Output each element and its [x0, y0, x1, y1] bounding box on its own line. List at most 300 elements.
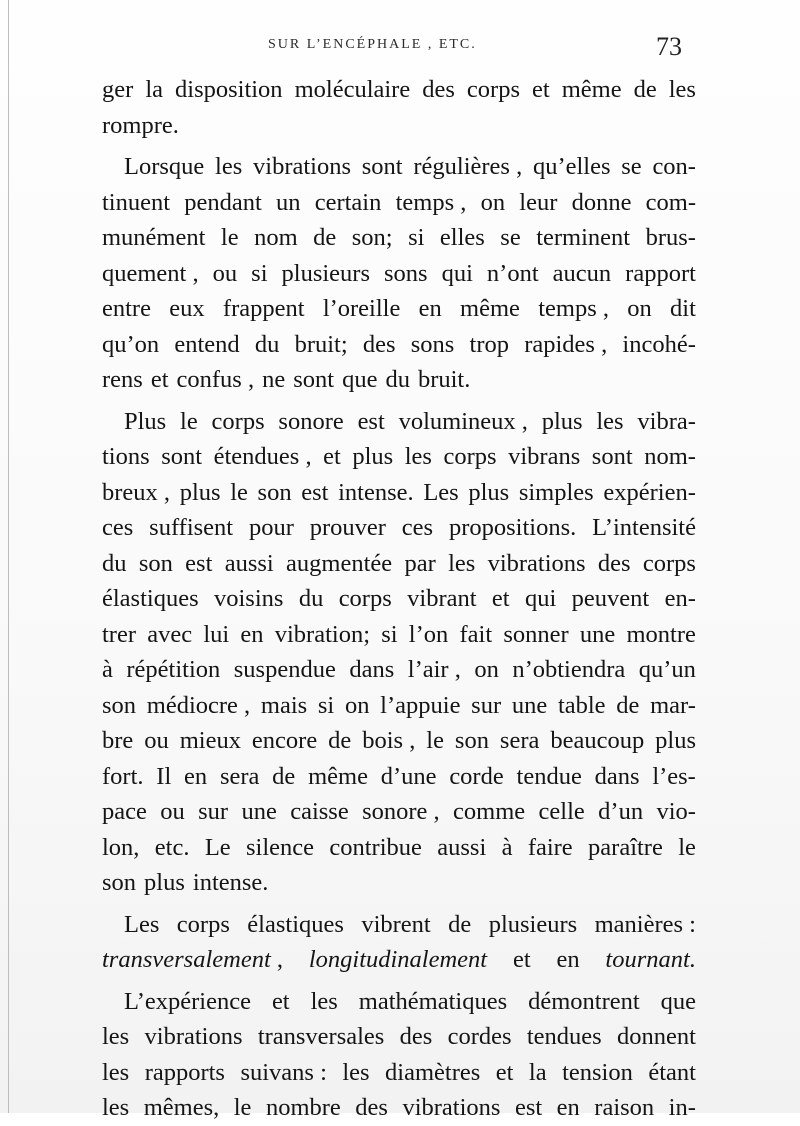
- text-line: [102, 984, 696, 1020]
- word-text: à: [501, 833, 513, 861]
- word: [670, 291, 696, 327]
- word-text: ,: [448, 656, 461, 683]
- word: [652, 759, 696, 795]
- word-text: mathématiques: [358, 987, 508, 1015]
- text-line: [102, 149, 696, 185]
- word: [345, 688, 370, 724]
- word: [616, 688, 639, 724]
- text-line: [102, 291, 696, 327]
- word: [595, 907, 696, 943]
- word-text: dans: [594, 762, 640, 790]
- word: [230, 475, 248, 511]
- word: [363, 327, 396, 363]
- word-text: sur: [471, 691, 502, 719]
- word: [251, 256, 267, 292]
- word: [669, 1090, 696, 1126]
- word-text: sons: [410, 330, 455, 358]
- word-text: intense.: [192, 869, 269, 896]
- word: [580, 617, 615, 653]
- word: [407, 581, 476, 617]
- text-line: [102, 475, 696, 511]
- word-text: de: [616, 691, 640, 719]
- word-text: suivans: [240, 1058, 314, 1086]
- word: [396, 185, 467, 221]
- word: [500, 723, 539, 759]
- word-text: en: [556, 1094, 580, 1121]
- word-text: corps: [443, 443, 497, 470]
- word-text: son: [102, 869, 137, 896]
- word-text: contribue: [329, 833, 422, 861]
- word-text: certain: [314, 188, 382, 216]
- word: [286, 546, 392, 582]
- word-text: celle: [538, 798, 585, 825]
- word-text: son: [102, 691, 137, 719]
- word: [553, 256, 612, 292]
- word-text: munément: [102, 224, 206, 251]
- word-text: caisse: [290, 798, 349, 825]
- word: [627, 291, 652, 327]
- word: [254, 220, 298, 256]
- word-text: expérien-: [603, 478, 696, 506]
- word: [214, 439, 312, 475]
- word: [517, 759, 582, 795]
- word-text: mar-: [650, 691, 696, 719]
- word: [528, 984, 640, 1020]
- text-line: [102, 362, 696, 398]
- word-text: et: [323, 443, 341, 470]
- word: [603, 475, 696, 511]
- word-text: médiocre: [146, 691, 238, 719]
- word-text: mais: [260, 691, 308, 719]
- word: [408, 220, 424, 256]
- word-text: donne: [571, 188, 632, 216]
- word: [240, 1055, 326, 1091]
- word: [247, 907, 344, 943]
- word-text: peuvent: [571, 585, 650, 612]
- word-text: ces: [401, 514, 434, 541]
- word: [418, 362, 470, 398]
- word: [124, 907, 159, 943]
- word-text: encore: [251, 727, 318, 754]
- word-text: de: [272, 762, 296, 790]
- word-text: les: [448, 549, 476, 577]
- word: [644, 439, 696, 475]
- word: [408, 652, 461, 688]
- word-text: pace: [102, 798, 147, 825]
- word: [272, 984, 290, 1020]
- word-text: une: [511, 691, 548, 719]
- word-text: aussi: [224, 549, 274, 577]
- word-text: L’intensité: [592, 514, 696, 541]
- word-text: vibrations: [144, 1023, 243, 1050]
- text-line: [102, 794, 696, 830]
- word-text: corps: [466, 76, 520, 103]
- word-text: corde: [449, 762, 504, 790]
- word-text: longitudinalement: [308, 946, 488, 973]
- word: [258, 1019, 385, 1055]
- word: [474, 652, 499, 688]
- word: [512, 688, 547, 724]
- word-text: des: [597, 549, 631, 577]
- word: [622, 327, 695, 363]
- word: [318, 688, 334, 724]
- word-text: sont: [361, 153, 403, 180]
- word-text: tournant.: [605, 946, 696, 973]
- word: [313, 220, 336, 256]
- word-text: ou: [160, 798, 185, 825]
- word: [185, 546, 212, 582]
- word-text: plus: [468, 478, 510, 506]
- word-text: temps: [538, 295, 597, 322]
- body-text: [102, 72, 696, 1126]
- word: [102, 439, 150, 475]
- word: [487, 256, 539, 292]
- running-head: SUR L’ENCÉPHALE , ETC.: [268, 37, 477, 52]
- word: [572, 185, 632, 221]
- word: [588, 830, 663, 866]
- word-text: aussi: [437, 833, 487, 861]
- word-text: bre: [102, 727, 134, 754]
- word: [556, 942, 579, 978]
- word: [102, 108, 179, 144]
- word: [301, 475, 328, 511]
- word-text: du: [102, 549, 127, 577]
- word: [180, 723, 241, 759]
- word-text: vibrant: [407, 585, 477, 612]
- word-text: la: [528, 1058, 547, 1086]
- word: [145, 1055, 225, 1091]
- word: [295, 327, 348, 363]
- word: [468, 475, 509, 511]
- word: [220, 759, 259, 795]
- word-text: de: [448, 910, 472, 938]
- word: [169, 291, 204, 327]
- word-text: on: [480, 188, 506, 216]
- word-text: ,: [270, 946, 283, 973]
- word: [426, 723, 444, 759]
- word-text: des: [399, 1023, 433, 1050]
- word-text: que: [660, 987, 696, 1015]
- word: [102, 581, 199, 617]
- word-text: propositions.: [448, 514, 577, 541]
- word-text: com-: [645, 188, 696, 216]
- word-text: qui: [441, 259, 473, 287]
- word-text: transversalement: [102, 946, 271, 973]
- word: [384, 256, 428, 292]
- word-text: la: [145, 76, 163, 103]
- word: [102, 185, 170, 221]
- word: [621, 149, 641, 185]
- word: [102, 220, 205, 256]
- text-line: [102, 942, 696, 978]
- word-text: avec: [147, 620, 193, 648]
- word: [102, 546, 127, 582]
- word-text: :: [313, 1058, 327, 1086]
- word-text: sont: [161, 443, 203, 470]
- word-text: de: [313, 224, 337, 251]
- word-text: le: [678, 833, 696, 861]
- word-text: plusieurs: [488, 910, 578, 938]
- word: [508, 439, 580, 475]
- word-text: le: [230, 478, 248, 506]
- word-text: ,: [241, 366, 255, 393]
- word: [627, 617, 696, 653]
- word-text: mêmes,: [143, 1094, 220, 1121]
- word-text: ou: [212, 259, 238, 287]
- word-text: rapides: [524, 330, 595, 358]
- word: [102, 475, 170, 511]
- word: [139, 546, 173, 582]
- word-text: qu’on: [102, 330, 160, 358]
- text-line: [102, 108, 696, 144]
- word-text: vibra-: [637, 407, 696, 435]
- word-text: bruit;: [294, 330, 348, 358]
- word: [528, 830, 573, 866]
- word-text: son: [454, 727, 489, 754]
- word: [328, 723, 351, 759]
- word: [151, 362, 169, 398]
- word-text: vibration;: [274, 620, 371, 648]
- word-text: intense.: [338, 478, 414, 506]
- word-text: se: [621, 153, 642, 180]
- word-text: suffisent: [149, 514, 234, 541]
- word: [380, 688, 460, 724]
- word: [349, 652, 394, 688]
- word-text: ,: [157, 478, 171, 506]
- word: [278, 404, 343, 440]
- word-text: vibrations: [487, 549, 586, 577]
- word: [223, 291, 305, 327]
- word: [527, 1019, 602, 1055]
- word: [102, 617, 136, 653]
- word: [241, 794, 276, 830]
- word: [646, 185, 696, 221]
- word-text: nom-: [644, 443, 696, 470]
- word: [519, 185, 557, 221]
- word-text: diamètres: [385, 1058, 481, 1086]
- word-text: si: [381, 620, 398, 648]
- word-text: brus-: [645, 224, 696, 251]
- word: [488, 546, 586, 582]
- word: [423, 475, 458, 511]
- word: [295, 72, 411, 108]
- word: [385, 362, 410, 398]
- word-text: et: [532, 76, 550, 103]
- word-text: l’on: [408, 620, 449, 648]
- word: [339, 581, 392, 617]
- word: [448, 546, 475, 582]
- word: [180, 475, 221, 511]
- word: [311, 984, 338, 1020]
- word-text: volumineux: [398, 407, 516, 435]
- word-text: plus: [144, 869, 185, 896]
- word: [557, 1090, 580, 1126]
- word: [126, 652, 220, 688]
- word: [449, 510, 576, 546]
- word: [512, 652, 625, 688]
- word-text: pour: [248, 514, 294, 541]
- word-text: et: [150, 366, 169, 393]
- word-text: Les: [423, 478, 459, 506]
- word-text: les: [342, 1058, 370, 1086]
- word: [594, 1090, 654, 1126]
- word-text: raison: [594, 1094, 655, 1121]
- word-text: et: [491, 585, 510, 612]
- word-text: simples: [518, 478, 594, 506]
- word-text: élastiques: [247, 910, 344, 938]
- word-text: on: [344, 691, 370, 719]
- word-text: son: [138, 549, 173, 577]
- word-text: nombre: [265, 1094, 341, 1121]
- word-text: l’air: [407, 656, 449, 683]
- word-text: sera: [499, 727, 540, 754]
- word-text: ne: [262, 366, 286, 393]
- word-text: vibrent: [361, 910, 431, 938]
- word: [411, 327, 455, 363]
- word-text: en: [240, 620, 264, 648]
- word: [595, 759, 640, 795]
- word: [355, 1090, 388, 1126]
- word: [605, 942, 696, 978]
- word-text: étendues: [213, 443, 300, 470]
- word: [453, 794, 525, 830]
- word-text: démontrent: [528, 987, 640, 1015]
- word: [149, 510, 233, 546]
- page-edge-line: [8, 0, 9, 1113]
- word: [246, 830, 314, 866]
- word: [598, 794, 643, 830]
- word-text: l’oreille: [322, 295, 401, 322]
- text-line: [102, 1055, 696, 1091]
- word: [558, 688, 606, 724]
- word: [596, 404, 623, 440]
- word-text: manières: [594, 910, 684, 938]
- word-text: disposition: [175, 76, 283, 103]
- word: [481, 185, 506, 221]
- word-text: donnent: [617, 1023, 696, 1050]
- word-text: on: [627, 295, 652, 322]
- word-text: silence: [246, 833, 315, 861]
- word-text: plus: [352, 443, 394, 470]
- word-text: le: [180, 407, 198, 435]
- word: [252, 723, 317, 759]
- word-text: Lorsque: [124, 153, 205, 180]
- word-text: transversales: [257, 1023, 385, 1050]
- word-text: augmentée: [286, 549, 393, 577]
- word: [449, 759, 503, 795]
- word: [144, 1090, 220, 1126]
- word: [643, 546, 696, 582]
- word-text: qu’un: [638, 656, 696, 683]
- word: [177, 362, 255, 398]
- word-text: les: [215, 153, 243, 180]
- word: [455, 723, 489, 759]
- word-text: entre: [102, 295, 151, 322]
- text-line: [102, 907, 696, 943]
- word: [342, 1055, 369, 1091]
- word: [496, 1055, 514, 1091]
- word-text: le: [220, 224, 239, 251]
- word: [184, 759, 207, 795]
- word: [323, 439, 341, 475]
- word-text: Les: [124, 910, 160, 938]
- word: [147, 688, 250, 724]
- word: [536, 220, 630, 256]
- word-text: corps: [338, 585, 392, 612]
- word: [205, 830, 231, 866]
- word: [275, 617, 370, 653]
- word-text: répétition: [126, 656, 221, 683]
- word: [413, 149, 522, 185]
- text-line: [102, 581, 696, 617]
- word-text: montre: [626, 620, 696, 648]
- word: [102, 942, 283, 978]
- word: [203, 617, 229, 653]
- word: [102, 1055, 129, 1091]
- word: [180, 404, 198, 440]
- word: [193, 865, 269, 901]
- word-text: à: [102, 656, 113, 683]
- word: [665, 581, 696, 617]
- word-text: le: [233, 1094, 252, 1121]
- word-text: d’un: [598, 798, 644, 825]
- word: [471, 688, 501, 724]
- word: [362, 149, 403, 185]
- word: [266, 1090, 341, 1126]
- word-text: le: [426, 727, 444, 754]
- text-line: [102, 439, 696, 475]
- word: [102, 362, 143, 398]
- word-text: vibrations: [402, 1094, 501, 1121]
- word-text: paraître: [588, 833, 663, 861]
- word: [404, 546, 435, 582]
- word-text: une: [579, 620, 616, 648]
- word-text: les: [102, 1058, 130, 1086]
- word: [293, 362, 334, 398]
- word: [648, 1055, 696, 1091]
- word-text: ,: [403, 727, 416, 754]
- word-text: sur: [198, 798, 229, 825]
- word-text: un: [276, 188, 301, 216]
- word: [102, 291, 151, 327]
- word: [144, 865, 185, 901]
- word-text: et: [271, 987, 290, 1015]
- word: [467, 72, 520, 108]
- word: [519, 475, 594, 511]
- word-text: faire: [527, 833, 573, 861]
- word-text: pendant: [184, 188, 262, 216]
- word-text: vio-: [656, 798, 696, 825]
- word: [381, 617, 397, 653]
- word: [329, 830, 422, 866]
- word-text: de: [633, 76, 657, 103]
- word: [102, 72, 133, 108]
- word-text: ou: [144, 727, 169, 754]
- word-text: sonore: [362, 798, 428, 825]
- word-text: mieux: [179, 727, 241, 754]
- word-text: et: [495, 1058, 514, 1086]
- word: [310, 510, 386, 546]
- word: [342, 362, 377, 398]
- word: [175, 72, 283, 108]
- word: [513, 942, 531, 978]
- word-text: temps: [395, 188, 455, 216]
- word-text: n’ont: [486, 259, 539, 287]
- word-text: Le: [204, 833, 231, 861]
- word-text: tendue: [516, 762, 582, 790]
- word: [652, 149, 696, 185]
- word: [381, 759, 437, 795]
